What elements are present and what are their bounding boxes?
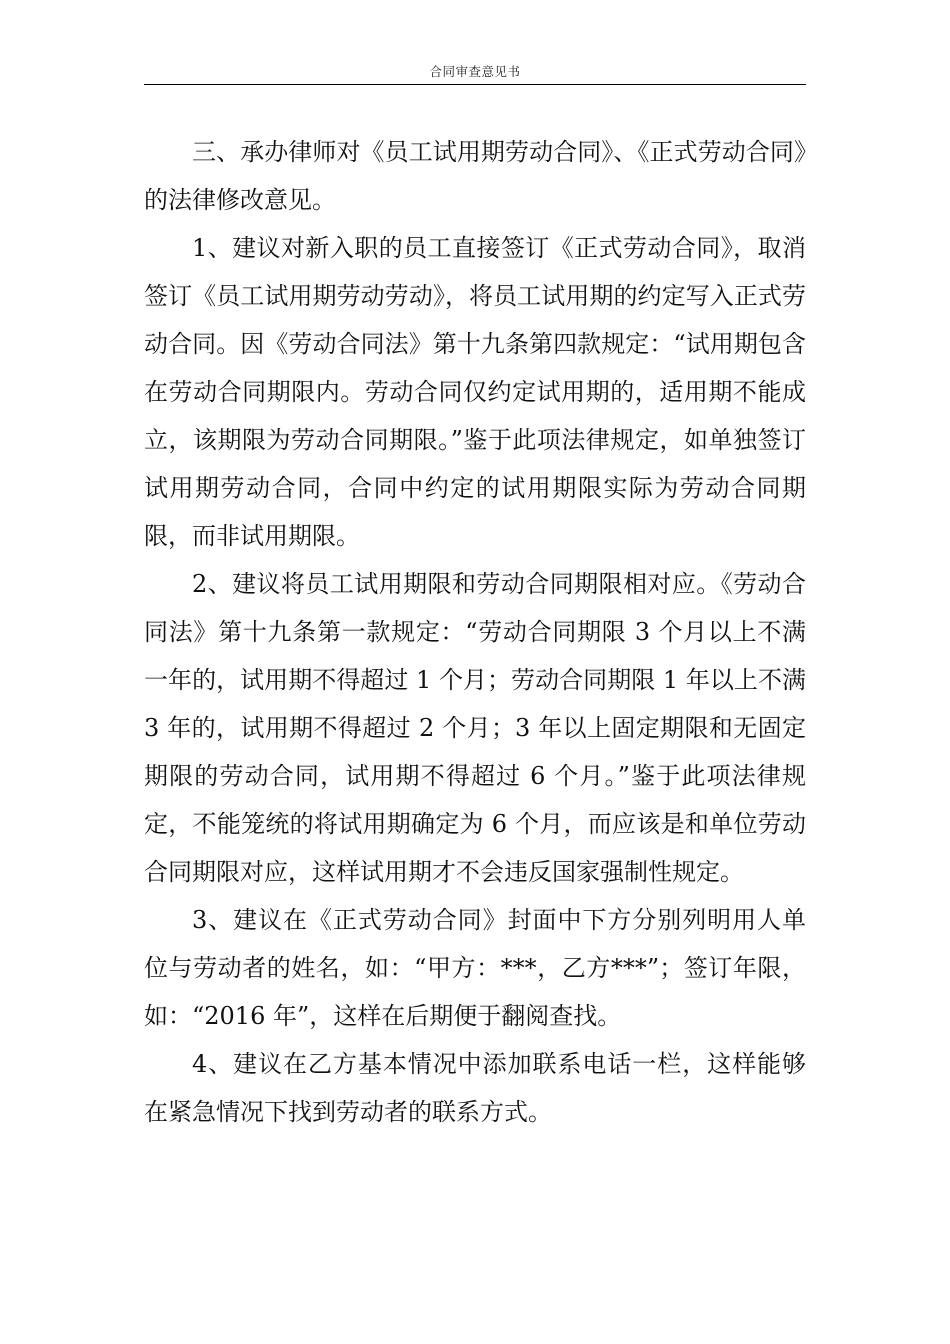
page-header bbox=[144, 62, 806, 85]
paragraph-item-2: 2、建议将员工试用期限和劳动合同期限相对应。《劳动合同法》第十九条第一款规定：“劳动合同期限 3 个月以上不满一年的，试用期不得超过 1 个月；劳动合同期限 1 年以上不满 3 年的，试用期不得超过 2 个月；3 年以上固定期限和无固定期限的劳动合同，试用期不得超过 6 个月。”鉴于此项法律规定，不能笼统的将试用期确定为 6 个月，而应该是和单位劳动合同期限对应，这样试用期才不会违反国家强制性规定。 bbox=[144, 570, 806, 886]
paragraph-section-3-heading: 三、承办律师对《员工试用期劳动合同》、《正式劳动合同》的法律修改意见。 bbox=[144, 138, 806, 214]
body-text bbox=[144, 128, 806, 1136]
paragraph-item-4: 4、建议在乙方基本情况中添加联系电话一栏，这样能够在紧急情况下找到劳动者的联系方式。 bbox=[144, 1050, 806, 1126]
header-title: 合同审查意见书 bbox=[429, 64, 521, 79]
paragraph-item-1: 1、建议对新入职的员工直接签订《正式劳动合同》，取消签订《员工试用期劳动劳动》，将员工试用期的约定写入正式劳动合同。因《劳动合同法》第十九条第四款规定：“试用期包含在劳动合同期限内。劳动合同仅约定试用期的，适用期不能成立，该期限为劳动合同期限。”鉴于此项法律规定，如单独签订试用期劳动合同，合同中约定的试用期限实际为劳动合同期限，而非试用期限。 bbox=[144, 234, 806, 550]
paragraph-item-3: 3、建议在《正式劳动合同》封面中下方分别列明用人单位与劳动者的姓名，如：“甲方：***，乙方***”；签订年限，如：“2016 年”，这样在后期便于翻阅查找。 bbox=[144, 906, 806, 1030]
